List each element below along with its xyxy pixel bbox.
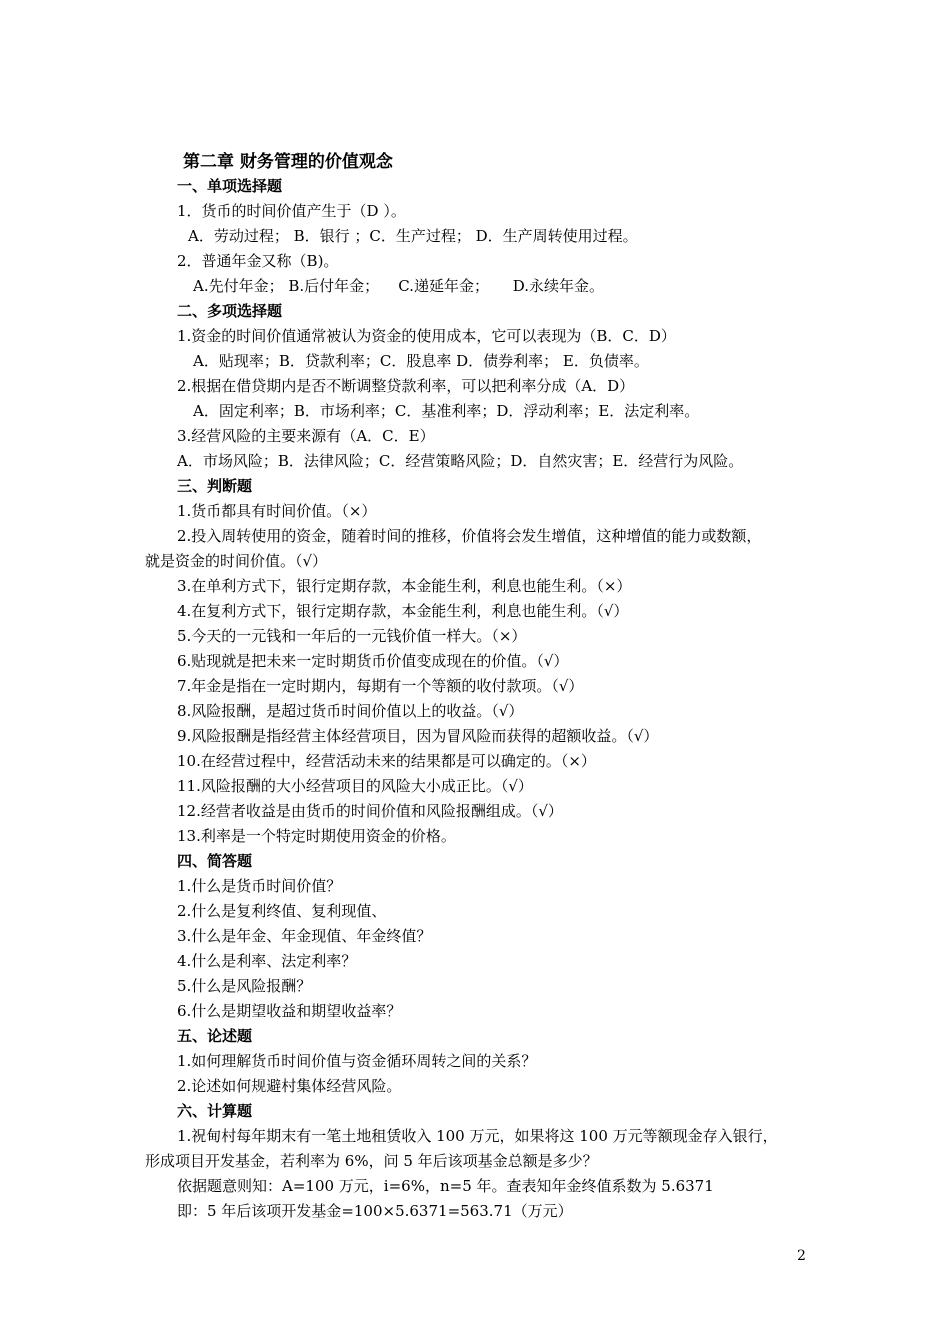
- text-line: 形成项目开发基金，若利率为 6%，问 5 年后该项基金总额是多少？: [145, 1152, 598, 1170]
- text-line: 3.什么是年金、年金现值、年金终值？: [177, 927, 432, 945]
- text-line: 1.祝甸村每年期末有一笔土地租赁收入 100 万元，如果将这 100 万元等额现金存入银行，: [177, 1127, 778, 1145]
- section-heading-calculation: 六、计算题: [177, 1102, 253, 1120]
- text-line: A．劳动过程； B．银行 ；C．生产过程； D．生产周转使用过程。: [188, 227, 638, 245]
- text-line: A．固定利率；B．市场利率；C．基准利率；D．浮动利率；E．法定利率。: [193, 402, 700, 420]
- text-line: 2.根据在借贷期内是否不断调整贷款利率，可以把利率分成（A．D）: [177, 377, 635, 395]
- text-line: 即：5 年后该项开发基金=100×5.6371=563.71（万元）: [177, 1202, 573, 1220]
- text-line: 12.经营者收益是由货币的时间价值和风险报酬组成。（√）: [177, 802, 563, 820]
- section-heading-essay: 五、论述题: [177, 1027, 253, 1045]
- text-line: 8.风险报酬，是超过货币时间价值以上的收益。（√）: [177, 702, 524, 720]
- text-line: 5.什么是风险报酬？: [177, 977, 312, 995]
- text-line: 1．货币的时间价值产生于（D ）。: [177, 202, 406, 220]
- text-line: 6.贴现就是把未来一定时期货币价值变成现在的价值。（√）: [177, 652, 569, 670]
- text-line: 4.什么是利率、法定利率？: [177, 952, 357, 970]
- section-heading-true-false: 三、判断题: [177, 477, 253, 495]
- chapter-title: 第二章 财务管理的价值观念: [183, 152, 393, 172]
- page-number: 2: [797, 1248, 806, 1264]
- text-line: 13.利率是一个特定时期使用资金的价格。: [177, 827, 456, 845]
- text-line: 依据题意则知：A=100 万元，i=6%，n=5 年。查表知年金终值系数为 5.6371: [177, 1177, 714, 1195]
- section-heading-short-answer: 四、简答题: [177, 852, 253, 870]
- text-line: 3.经营风险的主要来源有（A．C．E）: [177, 427, 435, 445]
- text-line: 1.如何理解货币时间价值与资金循环周转之间的关系？: [177, 1052, 537, 1070]
- text-line: 1.资金的时间价值通常被认为资金的使用成本，它可以表现为（B．C．D）: [177, 327, 676, 345]
- text-line: 10.在经营过程中，经营活动未来的结果都是可以确定的。（×）: [177, 752, 596, 770]
- text-line: 2．普通年金又称（B)。: [177, 252, 339, 270]
- text-line: 3.在单利方式下，银行定期存款，本金能生利，利息也能生利。（×）: [177, 577, 632, 595]
- text-line: 2.投入周转使用的资金，随着时间的推移，价值将会发生增值，这种增值的能力或数额，: [177, 527, 762, 545]
- text-line: 2.论述如何规避村集体经营风险。: [177, 1077, 402, 1095]
- text-line: A.先付年金； B.后付年金； C.递延年金； D.永续年金。: [193, 277, 605, 295]
- text-line: 6.什么是期望收益和期望收益率？: [177, 1002, 402, 1020]
- text-line: 1.什么是货币时间价值？: [177, 877, 342, 895]
- text-line: 1.货币都具有时间价值。（×）: [177, 502, 377, 520]
- text-line: 2.什么是复利终值、复利现值、: [177, 902, 387, 920]
- text-line: 7.年金是指在一定时期内，每期有一个等额的收付款项。（√）: [177, 677, 584, 695]
- section-heading-multiple-choice: 二、多项选择题: [177, 302, 283, 320]
- text-line: 就是资金的时间价值。（√）: [145, 552, 328, 570]
- text-line: 5.今天的一元钱和一年后的一元钱价值一样大。（×）: [177, 627, 527, 645]
- text-line: 9.风险报酬是指经营主体经营项目，因为冒风险而获得的超额收益。（√）: [177, 727, 659, 745]
- text-line: A．贴现率；B．贷款利率；C．股息率 D．债券利率； E．负债率。: [193, 352, 649, 370]
- text-line: 11.风险报酬的大小经营项目的风险大小成正比。（√）: [177, 777, 533, 795]
- section-heading-single-choice: 一、单项选择题: [177, 177, 283, 195]
- text-line: A．市场风险；B．法律风险；C．经营策略风险；D．自然灾害；E．经营行为风险。: [177, 452, 744, 470]
- text-line: 4.在复利方式下，银行定期存款，本金能生利，利息也能生利。（√）: [177, 602, 629, 620]
